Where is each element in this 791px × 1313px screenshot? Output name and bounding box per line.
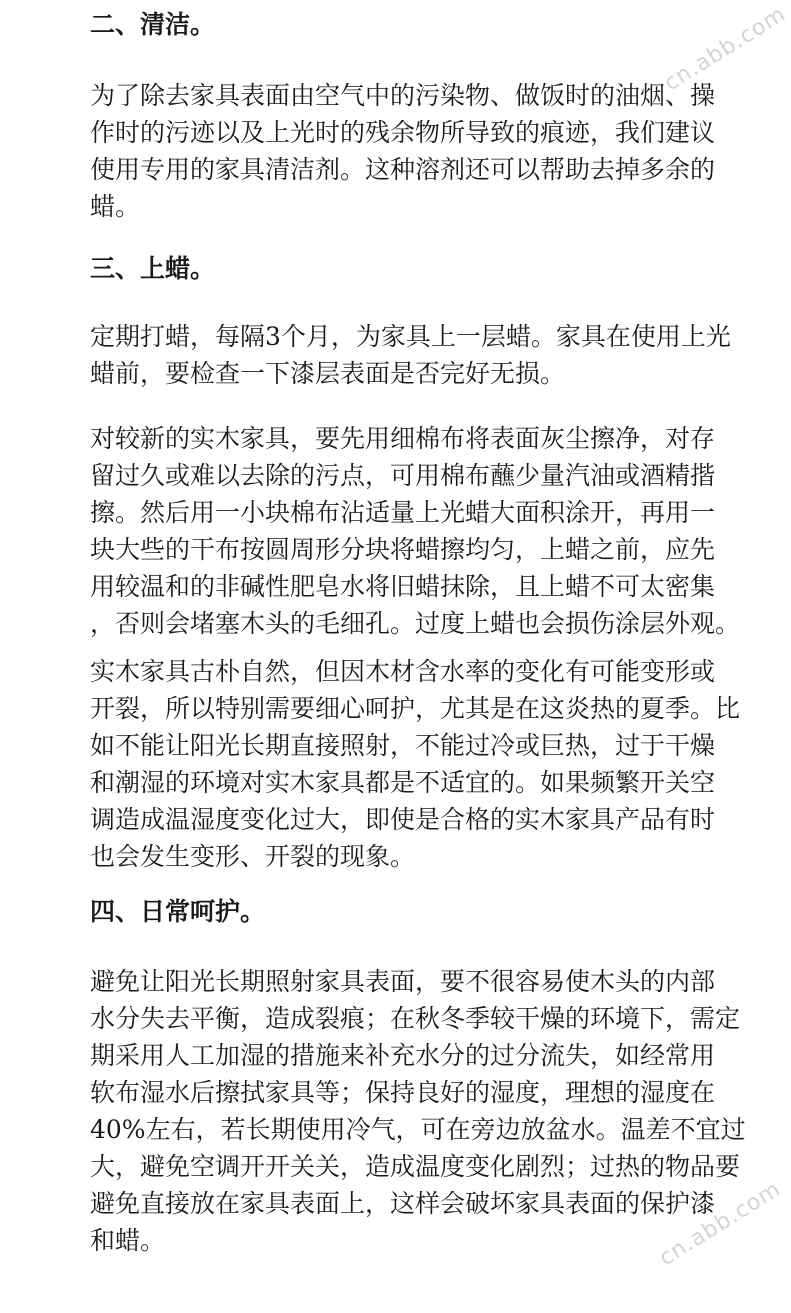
text-line: 软布湿水后擦拭家具等；保持良好的湿度，理想的湿度在 [90, 1078, 716, 1107]
text-line: 开裂，所以特别需要细心呵护，尤其是在这炎热的夏季。比 [90, 694, 741, 723]
text-line: 调造成温湿度变化过大，即使是合格的实木家具产品有时 [90, 805, 716, 834]
text-line: 为了除去家具表面由空气中的污染物、做饭时的油烟、操 [90, 81, 716, 110]
text-line: 蜡前，要检查一下漆层表面是否完好无损。 [90, 359, 566, 388]
text-line: 作时的污迹以及上光时的残余物所导致的痕迹，我们建议 [90, 118, 716, 147]
section-heading-daily-care: 四、日常呵护。 [90, 897, 266, 926]
text-line: 和蜡。 [90, 1226, 166, 1255]
text-line: 避免直接放在家具表面上，这样会破坏家具表面的保护漆 [90, 1189, 716, 1218]
text-line: 用较温和的非碱性肥皂水将旧蜡抹除，且上蜡不可太密集 [90, 572, 716, 601]
paragraph-solid-wood-care [90, 653, 740, 875]
section-heading-waxing: 三、上蜡。 [90, 254, 216, 283]
text-line: ，否则会堵塞木头的毛细孔。过度上蜡也会损伤涂层外观。 [90, 609, 741, 638]
text-line: 水分失去平衡，造成裂痕；在秋冬季较干燥的环境下，需定 [90, 1004, 741, 1033]
text-line: 期采用人工加湿的措施来补充水分的过分流失，如经常用 [90, 1041, 716, 1070]
text-line: 和潮湿的环境对实木家具都是不适宜的。如果频繁开关空 [90, 768, 716, 797]
text-line: 擦。然后用一小块棉布沾适量上光蜡大面积涂开，再用一 [90, 498, 716, 527]
text-line: 大，避免空调开开关关，造成温度变化剧烈；过热的物品要 [90, 1152, 741, 1181]
text-line: 实木家具古朴自然，但因木材含水率的变化有可能变形或 [90, 657, 716, 686]
paragraph-daily-care [90, 963, 746, 1259]
text-line: 使用专用的家具清洁剂。这种溶剂还可以帮助去掉多余的 [90, 155, 716, 184]
paragraph-waxing-method [90, 420, 740, 642]
text-line: 也会发生变形、开裂的现象。 [90, 842, 416, 871]
text-line: 避免让阳光长期照射家具表面，要不很容易使木头的内部 [90, 967, 716, 996]
section-heading-cleaning: 二、清洁。 [90, 10, 216, 39]
text-line: 蜡。 [90, 192, 141, 221]
paragraph-cleaning [90, 77, 715, 225]
paragraph-waxing-schedule [90, 318, 731, 392]
text-line: 如不能让阳光长期直接照射，不能过冷或巨热，过于干燥 [90, 731, 716, 760]
text-line: 对较新的实木家具，要先用细棉布将表面灰尘擦净，对存 [90, 424, 716, 453]
watermark-text: cn.abb.com [660, 1, 791, 97]
text-line: 块大些的干布按圆周形分块将蜡擦均匀，上蜡之前，应先 [90, 535, 716, 564]
text-line: 留过久或难以去除的污点，可用棉布蘸少量汽油或酒精揩 [90, 461, 716, 490]
text-line: 40%左右，若长期使用冷气，可在旁边放盆水。温差不宜过 [90, 1115, 746, 1144]
text-line: 定期打蜡，每隔3个月，为家具上一层蜡。家具在使用上光 [90, 322, 731, 351]
watermark-text: cn.abb.com [655, 1176, 786, 1272]
